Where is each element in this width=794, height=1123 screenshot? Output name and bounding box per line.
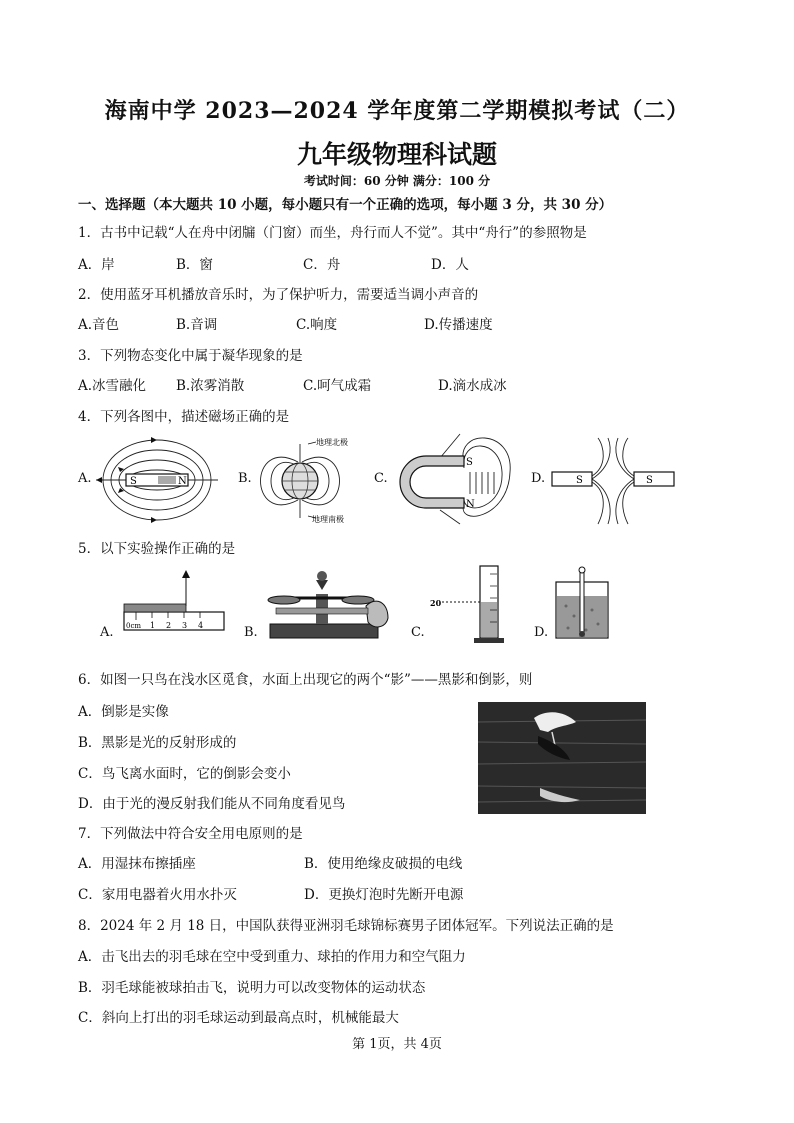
page-number: 第 1页，共 4页 (352, 1037, 442, 1052)
u-magnet-n-label: N (466, 499, 475, 510)
two-s-poles-field-figure (546, 436, 680, 526)
q1-option-d: D．人 (431, 257, 469, 273)
q3-option-a: A.冰雪融化 (78, 378, 147, 394)
svg-text:20: 20 (430, 598, 442, 608)
ruler-tick-4: 4 (198, 621, 204, 630)
q6-option-b: B．黑影是光的反射形成的 (78, 735, 237, 751)
q4-label-b: B. (238, 471, 252, 486)
q4-label-d: D. (531, 471, 546, 486)
geo-north-label: 地理北极 (316, 438, 348, 447)
magnet-n-label: N (178, 476, 187, 487)
exam-info: 考试时间：60 分钟 满分：100 分 (303, 174, 491, 188)
question-5: 5．以下实验操作正确的是 (78, 541, 236, 557)
q6-option-d: D．由于光的漫反射我们能从不同角度看见鸟 (78, 796, 346, 812)
q8-option-c: C．斜向上打出的羽毛球运动到最高点时，机械能最大 (78, 1010, 399, 1026)
q4-label-a: A. (78, 471, 92, 486)
q3-option-d: D.滴水成冰 (438, 378, 507, 394)
q6-option-c: C．鸟飞离水面时，它的倒影会变小 (78, 766, 291, 782)
question-3: 3．下列物态变化中属于凝华现象的是 (78, 348, 303, 364)
q8-option-a: A．击飞出去的羽毛球在空中受到重力、球拍的作用力和空气阻力 (78, 949, 466, 965)
q2-option-a: A.音色 (78, 317, 120, 333)
question-2: 2．使用蓝牙耳机播放音乐时，为了保护听力，需要适当调小声音的 (78, 287, 479, 303)
q2-option-d: D.传播速度 (424, 317, 493, 333)
q2-option-c: C.响度 (296, 317, 338, 333)
question-6: 6．如图一只鸟在浅水区觅食，水面上出现它的两个“影”——黑影和倒影，则 (78, 672, 533, 688)
question-1: 1．古书中记载“人在舟中闭牖（门窗）而坐，舟行而人不觉”。其中“舟行”的参照物是 (78, 225, 587, 241)
graduated-cylinder-figure (430, 562, 510, 646)
q5-label-c: C. (411, 625, 425, 640)
left-s-label: S (576, 475, 583, 486)
ruler-tick-2: 2 (166, 621, 172, 630)
geo-south-label: 地理南极 (312, 515, 344, 524)
q7-option-d: D．更换灯泡时先断开电源 (304, 887, 464, 903)
q3-option-b: B.浓雾消散 (176, 378, 245, 394)
q4-label-c: C. (374, 471, 388, 486)
ruler-tick-3: 3 (182, 621, 188, 630)
earth-magnetic-field-figure (252, 436, 386, 526)
bar-magnet-field-figure (94, 436, 220, 526)
question-8: 8．2024 年 2 月 18 日，中国队获得亚洲羽毛球锦标赛男子团体冠军。下列说法正确的是 (78, 918, 614, 934)
q1-option-c: C．舟 (303, 257, 341, 273)
right-s-label: S (646, 475, 653, 486)
exam-title: 海南中学 2023—2024 学年度第二学期模拟考试（二） (104, 98, 690, 124)
ruler-start-label: 0cm (126, 622, 142, 630)
q7-option-c: C．家用电器着火用水扑灭 (78, 887, 237, 903)
q2-option-b: B.音调 (176, 317, 218, 333)
q3-option-c: C.呵气成霜 (303, 378, 372, 394)
beaker-thermometer-figure (552, 566, 616, 642)
magnet-s-label: S (130, 476, 137, 487)
balance-figure (262, 566, 398, 642)
q1-option-a: A．岸 (78, 257, 115, 273)
q5-label-d: D. (534, 625, 549, 640)
question-7: 7．下列做法中符合安全用电原则的是 (78, 826, 303, 842)
q5-label-a: A. (100, 625, 114, 640)
question-4: 4．下列各图中，描述磁场正确的是 (78, 409, 290, 425)
q7-option-a: A．用湿抹布擦插座 (78, 856, 196, 872)
u-magnet-field-figure (390, 428, 516, 526)
q8-option-b: B．羽毛球能被球拍击飞，说明力可以改变物体的运动状态 (78, 980, 426, 996)
q5-label-b: B. (244, 625, 258, 640)
q6-option-a: A．倒影是实像 (78, 704, 169, 720)
bird-shadow-photo (478, 702, 646, 814)
q7-option-b: B．使用绝缘皮破损的电线 (304, 856, 463, 872)
u-magnet-s-label: S (466, 457, 473, 468)
section-heading: 一、选择题（本大题共 10 小题，每小题只有一个正确的选项，每小题 3 分，共 30 分） (78, 197, 613, 213)
ruler-tick-1: 1 (150, 621, 156, 630)
q1-option-b: B．窗 (176, 257, 213, 273)
ruler-measurement-figure (118, 566, 230, 638)
paper-subtitle: 九年级物理科试题 (296, 140, 497, 169)
